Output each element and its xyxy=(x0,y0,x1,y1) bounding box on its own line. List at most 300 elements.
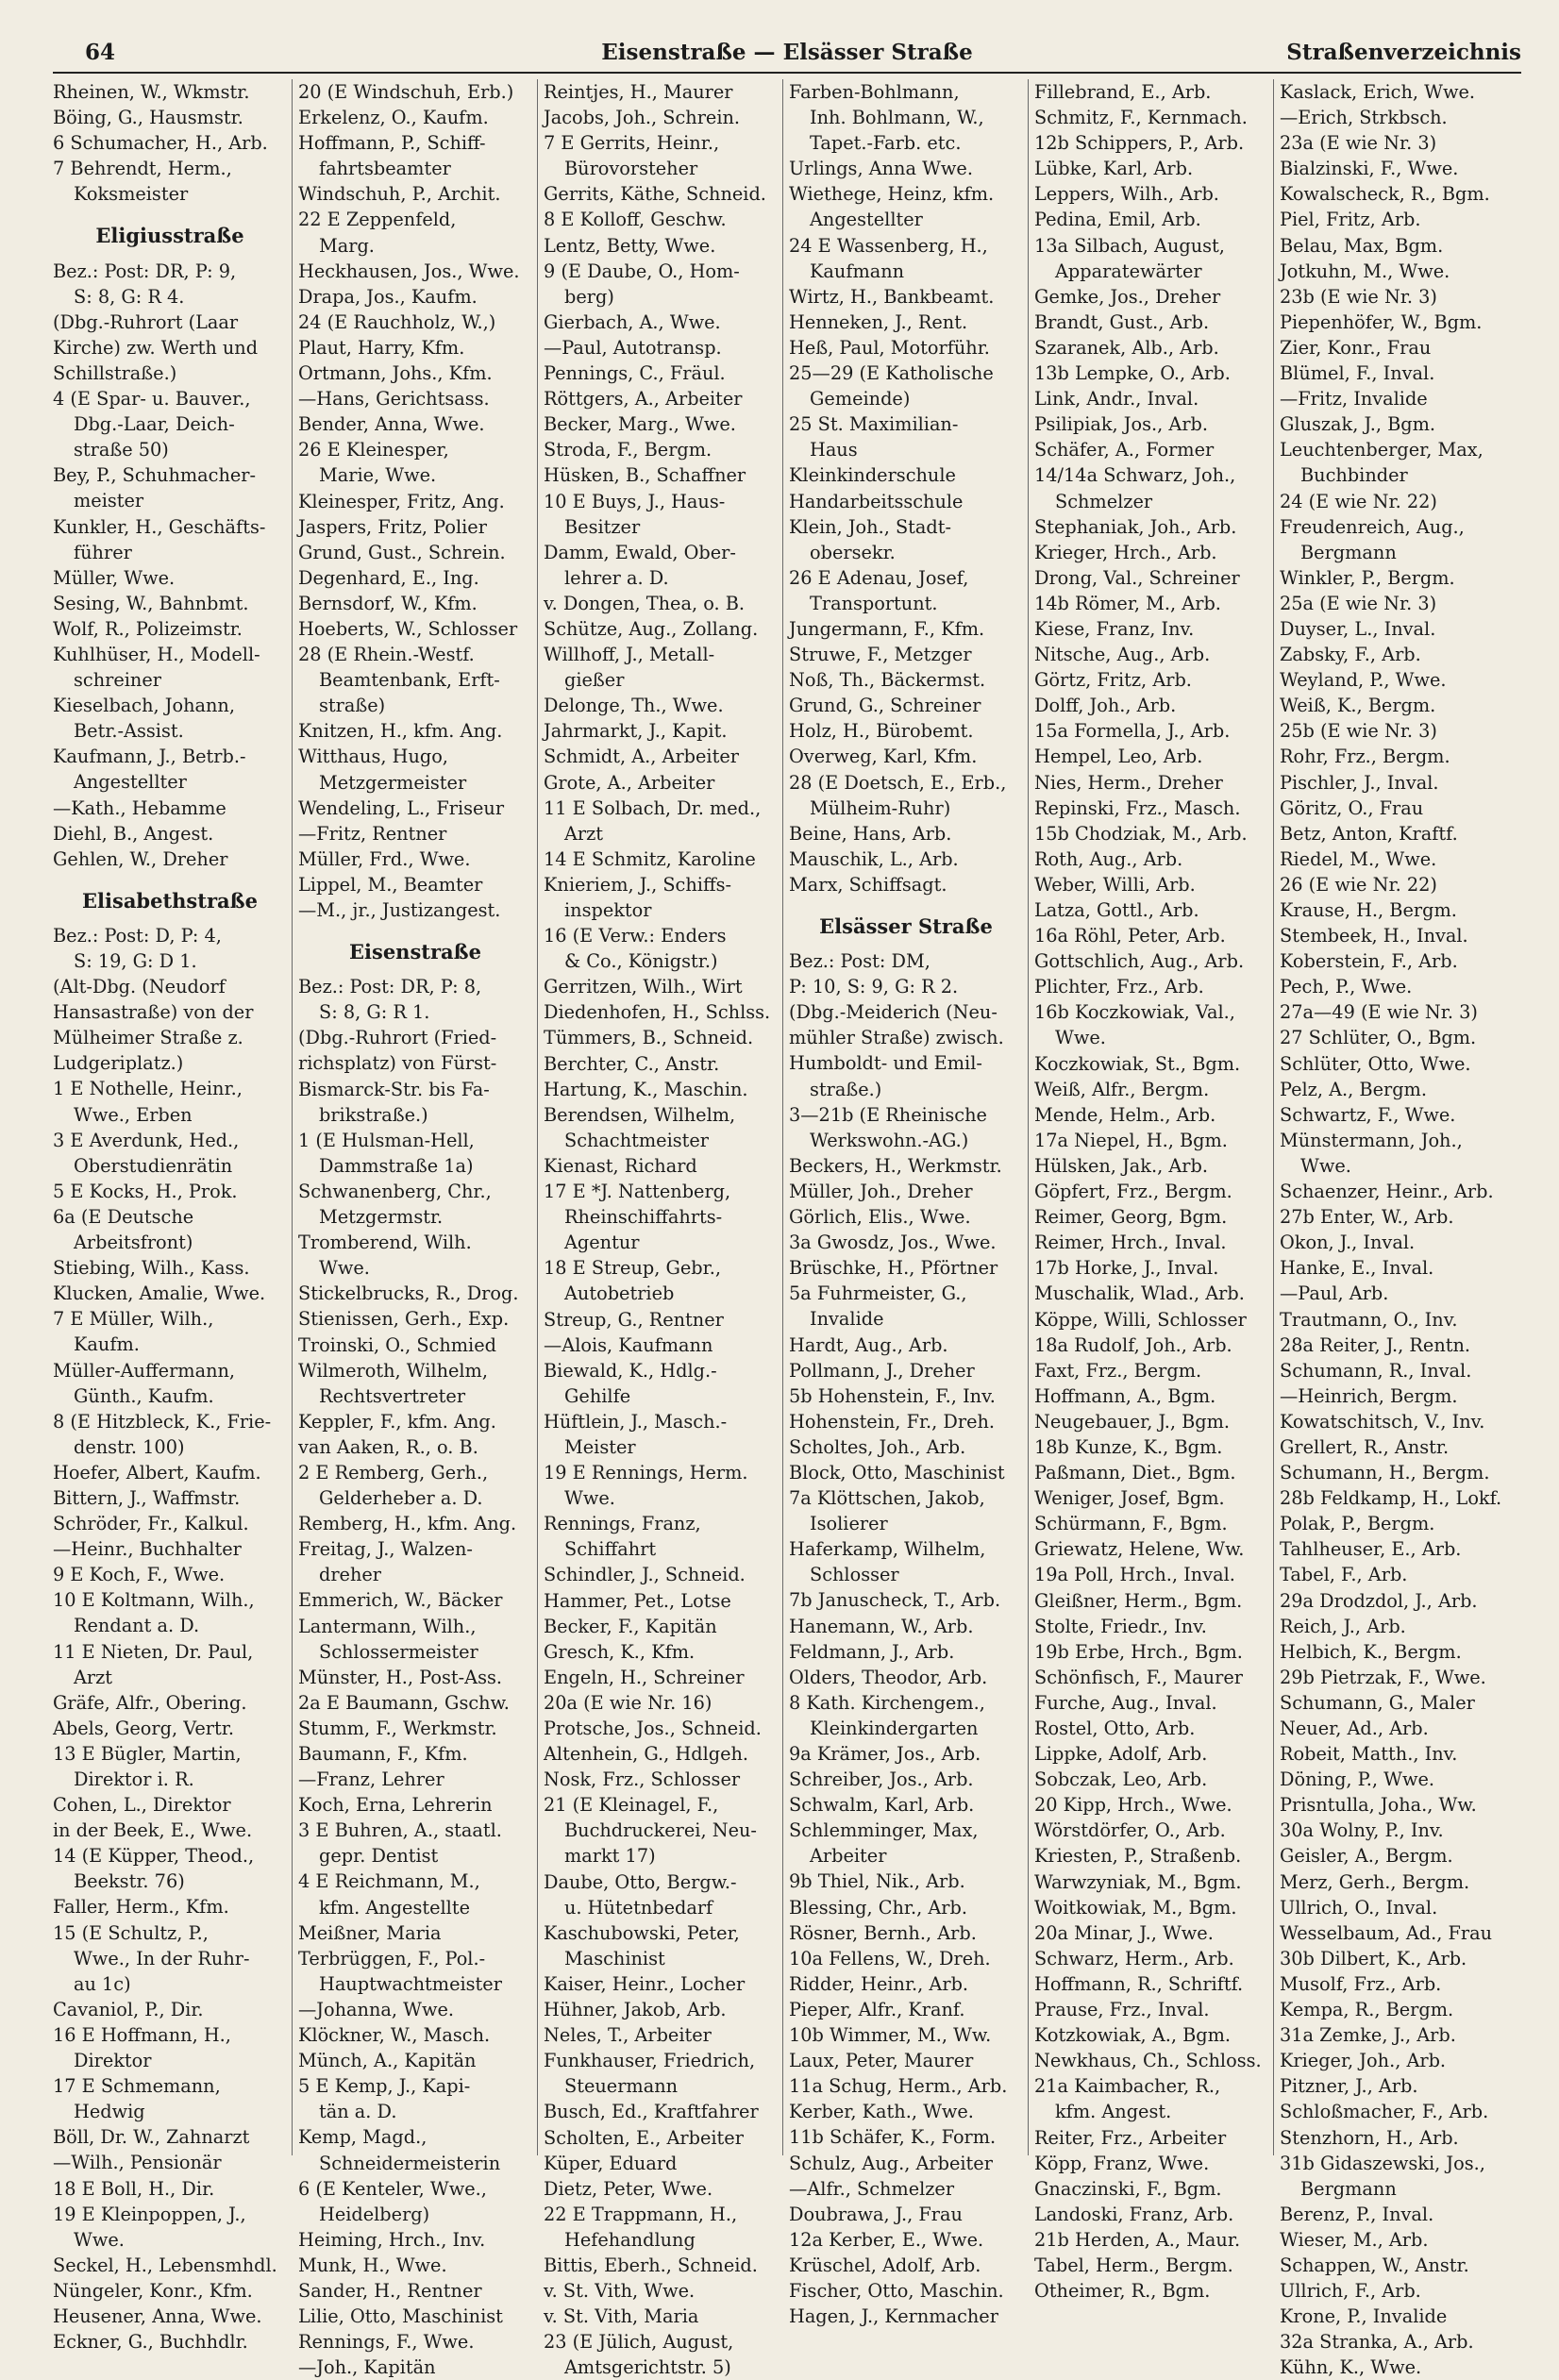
directory-entry: 6a (E Deutsche xyxy=(53,1205,194,1228)
directory-entry: Gehlen, W., Dreher xyxy=(53,847,228,870)
directory-entry: 31b Gidaszewski, Jos., xyxy=(1280,2152,1485,2174)
directory-entry: Urlings, Anna Wwe. xyxy=(789,158,973,180)
directory-entry: Winkler, P., Bergm. xyxy=(1280,566,1455,589)
directory-entry: Tabel, Herm., Bergm. xyxy=(1034,2254,1233,2276)
directory-entry: Kempa, R., Bergm. xyxy=(1280,1999,1454,2021)
directory-entry: Hammer, Pet., Lotse xyxy=(544,1589,731,1612)
directory-entry: Windschuh, P., Archit. xyxy=(298,183,501,206)
directory-entry: Gemke, Jos., Dreher xyxy=(1034,285,1221,308)
directory-entry: Wwe., In der Ruhr- xyxy=(74,1947,250,1969)
directory-entry: Gemeinde) xyxy=(810,388,911,411)
directory-entry: Cohen, L., Direktor xyxy=(53,1794,231,1817)
directory-entry: Psilipiak, Jos., Arb. xyxy=(1034,413,1209,436)
directory-entry: S: 8, G: R 1. xyxy=(319,1001,430,1024)
directory-entry: 9 (E Daube, O., Hom- xyxy=(544,260,740,282)
directory-entry: Degenhard, E., Ing. xyxy=(298,566,479,589)
directory-entry: Leppers, Wilh., Arb. xyxy=(1034,183,1219,206)
directory-entry: Link, Andr., Inval. xyxy=(1034,388,1199,411)
directory-entry: Schmidt, A., Arbeiter xyxy=(544,746,739,768)
directory-entry: —Wilh., Pensionär xyxy=(53,2152,222,2174)
directory-entry: —Alfr., Schmelzer xyxy=(789,2177,955,2200)
page-number: 64 xyxy=(85,40,116,65)
directory-entry: mühler Straße) zwisch. xyxy=(789,1027,1004,1049)
directory-entry: Scholtes, Joh., Arb. xyxy=(789,1435,966,1458)
directory-entry: v. Dongen, Thea, o. B. xyxy=(544,592,746,614)
directory-entry: Kemp, Magd., xyxy=(298,2126,427,2149)
directory-entry: Neugebauer, J., Bgm. xyxy=(1034,1410,1231,1433)
directory-entry: Wendeling, L., Friseur xyxy=(298,796,505,819)
directory-entry: Schlosser xyxy=(810,1564,899,1586)
directory-entry: (Dbg.-Meiderich (Neu- xyxy=(789,1001,997,1024)
directory-entry: Gehilfe xyxy=(564,1384,631,1407)
directory-entry: Schwanenberg, Chr., xyxy=(298,1180,492,1202)
directory-entry: Lilie, Otto, Maschinist xyxy=(298,2305,503,2328)
directory-entry: Hansastraße) von der xyxy=(53,1001,254,1024)
directory-entry: 20a Minar, J., Wwe. xyxy=(1034,1921,1214,1944)
directory-entry: 32a Stranka, A., Arb. xyxy=(1280,2331,1474,2354)
directory-entry: Kaufm. xyxy=(74,1333,140,1356)
directory-entry: Heiming, Hrch., Inv. xyxy=(298,2228,486,2251)
directory-entry: 27 Schlüter, O., Bgm. xyxy=(1280,1027,1477,1049)
directory-entry: Brandt, Gust., Arb. xyxy=(1034,310,1210,333)
directory-entry: 23 (E Jülich, August, xyxy=(544,2331,734,2354)
directory-entry: Pitzner, J., Arb. xyxy=(1280,2075,1418,2098)
directory-entry: Kunkler, H., Geschäfts- xyxy=(53,515,266,538)
directory-entry: Kienast, Richard xyxy=(544,1154,697,1177)
directory-entry: Dietz, Peter, Wwe. xyxy=(544,2177,713,2200)
directory-entry: Rechtsvertreter xyxy=(319,1384,466,1407)
directory-entry: Diedenhofen, H., Schlss. xyxy=(544,1001,771,1024)
directory-entry: Müller, Wwe. xyxy=(53,566,176,589)
directory-entry: Erkelenz, O., Kaufm. xyxy=(298,107,489,129)
directory-entry: Gerrits, Käthe, Schneid. xyxy=(544,183,766,206)
directory-entry: Funkhauser, Friedrich, xyxy=(544,2050,756,2072)
directory-entry: Rendant a. D. xyxy=(74,1615,200,1637)
directory-entry: Marx, Schiffsagt. xyxy=(789,873,947,896)
directory-entry: 16b Koczkowiak, Val., xyxy=(1034,1001,1235,1024)
directory-entry: Drong, Val., Schreiner xyxy=(1034,566,1240,589)
directory-entry: Bez.: Post: D, P: 4, xyxy=(53,924,222,947)
directory-entry: Meißner, Maria xyxy=(298,1921,442,1944)
directory-entry: Henneken, J., Rent. xyxy=(789,310,968,333)
directory-entry: 6 Schumacher, H., Arb. xyxy=(53,132,268,155)
directory-entry: Autobetrieb xyxy=(564,1282,675,1305)
directory-entry: Griewatz, Helene, Ww. xyxy=(1034,1538,1245,1561)
directory-entry: 25a (E wie Nr. 3) xyxy=(1280,592,1437,614)
directory-entry: Hüsken, B., Schaffner xyxy=(544,464,746,487)
directory-entry: Freitag, J., Walzen- xyxy=(298,1538,473,1561)
directory-entry: 31a Zemke, J., Arb. xyxy=(1280,2024,1456,2047)
directory-entry: Hühner, Jakob, Arb. xyxy=(544,1999,727,2021)
directory-entry: 19 E Rennings, Herm. xyxy=(544,1462,748,1484)
directory-entry: —Alois, Kaufmann xyxy=(544,1333,713,1356)
directory-entry: denstr. 100) xyxy=(74,1435,185,1458)
directory-entry: berg) xyxy=(564,285,614,308)
directory-entry: —Heinrich, Bergm. xyxy=(1280,1384,1458,1407)
directory-entry: Rennings, Franz, xyxy=(544,1513,701,1535)
directory-entry: Pollmann, J., Dreher xyxy=(789,1359,975,1382)
directory-entry: Reimer, Georg, Bgm. xyxy=(1034,1206,1228,1229)
directory-entry: 21b Herden, A., Maur. xyxy=(1034,2228,1241,2251)
directory-entry: Rösner, Bernh., Arb. xyxy=(789,1921,977,1944)
directory-entry: Paßmann, Diet., Bgm. xyxy=(1034,1462,1236,1484)
directory-column xyxy=(1274,79,1519,2379)
directory-entry: Marg. xyxy=(319,234,375,257)
directory-entry: Blümel, F., Inval. xyxy=(1280,362,1435,385)
directory-entry: Bialzinski, F., Wwe. xyxy=(1280,158,1459,180)
directory-entry: Bittis, Eberh., Schneid. xyxy=(544,2254,758,2276)
directory-entry: Kleinkindergarten xyxy=(810,1717,979,1739)
directory-entry: Koch, Erna, Lehrerin xyxy=(298,1794,493,1817)
directory-entry: Göpfert, Frz., Bergm. xyxy=(1034,1181,1232,1203)
street-heading: Eligiusstraße xyxy=(95,224,244,248)
directory-entry: —Kath., Hebamme xyxy=(53,796,226,819)
directory-entry: Bernsdorf, W., Kfm. xyxy=(298,592,478,614)
directory-entry: Schindler, J., Schneid. xyxy=(544,1564,746,1586)
directory-entry: Newkhaus, Ch., Schloss. xyxy=(1034,2050,1262,2072)
directory-column xyxy=(783,79,1029,2328)
directory-entry: Delonge, Th., Wwe. xyxy=(544,695,724,717)
directory-entry: Feldmann, J., Arb. xyxy=(789,1640,955,1663)
directory-entry: 19 E Kleinpoppen, J., xyxy=(53,2203,246,2225)
directory-entry: Arbeitsfront) xyxy=(74,1232,193,1254)
directory-entry: 17 E *J. Nattenberg, xyxy=(544,1181,731,1203)
directory-entry: Nies, Herm., Dreher xyxy=(1034,771,1223,794)
directory-entry: 16 (E Verw.: Enders xyxy=(544,925,727,947)
directory-entry: Prisntulla, Joha., Ww. xyxy=(1280,1794,1477,1817)
directory-entry: Stolte, Friedr., Inv. xyxy=(1034,1615,1207,1637)
directory-entry: Metzgermstr. xyxy=(319,1206,444,1229)
directory-entry: Direktor xyxy=(74,2050,152,2072)
directory-entry: Kiese, Franz, Inv. xyxy=(1034,617,1195,640)
directory-entry: & Co., Königstr.) xyxy=(564,950,718,973)
directory-entry: au 1c) xyxy=(74,1972,131,1995)
directory-entry: 3a Gwosdz, Jos., Wwe. xyxy=(789,1232,997,1254)
directory-entry: Agentur xyxy=(564,1232,640,1254)
directory-entry: v. St. Vith, Maria xyxy=(544,2305,699,2328)
directory-entry: Landoski, Franz, Arb. xyxy=(1034,2203,1234,2225)
directory-entry: Schappen, W., Anstr. xyxy=(1280,2254,1469,2276)
directory-entry: Keppler, F., kfm. Ang. xyxy=(298,1410,496,1433)
directory-entry: Hoffmann, P., Schiff- xyxy=(298,132,486,155)
directory-entry: Haferkamp, Wilhelm, xyxy=(789,1538,986,1561)
directory-entry: Drapa, Jos., Kaufm. xyxy=(298,285,478,308)
directory-entry: Arbeiter xyxy=(810,1845,887,1868)
directory-entry: —Fritz, Invalide xyxy=(1280,388,1428,411)
directory-entry: Hohenstein, Fr., Dreh. xyxy=(789,1410,996,1433)
directory-entry: tän a. D. xyxy=(319,2101,397,2123)
directory-entry: Gottschlich, Aug., Arb. xyxy=(1034,950,1245,973)
directory-entry: Schönfisch, F., Maurer xyxy=(1034,1666,1243,1688)
directory-entry: 7a Klöttschen, Jakob, xyxy=(789,1487,985,1510)
directory-entry: markt 17) xyxy=(564,1845,656,1868)
directory-entry: 13 E Bügler, Martin, xyxy=(53,1742,242,1765)
directory-entry: Koksmeister xyxy=(74,183,189,206)
directory-entry: Schütze, Aug., Zollang. xyxy=(544,617,759,640)
directory-entry: 10 E Koltmann, Wilh., xyxy=(53,1589,255,1612)
directory-entry: Berendsen, Wilhelm, xyxy=(544,1103,736,1126)
directory-entry: —Johanna, Wwe. xyxy=(298,1998,454,2020)
directory-entry: brikstraße.) xyxy=(319,1103,428,1126)
directory-entry: Schumann, G., Maler xyxy=(1280,1691,1475,1714)
directory-entry: 15a Formella, J., Arb. xyxy=(1034,720,1231,743)
directory-entry: v. St. Vith, Wwe. xyxy=(544,2280,696,2303)
directory-entry: Gluszak, J., Bgm. xyxy=(1280,413,1436,436)
directory-entry: Fischer, Otto, Maschin. xyxy=(789,2279,1004,2302)
directory-entry: Hempel, Leo, Arb. xyxy=(1034,746,1203,768)
directory-entry: Schröder, Fr., Kalkul. xyxy=(53,1513,249,1535)
directory-entry: Schloßmacher, F., Arb. xyxy=(1280,2101,1489,2123)
directory-entry: Bender, Anna, Wwe. xyxy=(298,413,485,436)
directory-entry: 3 E Averdunk, Hed., xyxy=(53,1129,240,1151)
directory-entry: Bez.: Post: DR, P: 8, xyxy=(298,976,482,998)
directory-entry: Marie, Wwe. xyxy=(319,464,437,487)
directory-entry: 18a Rudolf, Joh., Arb. xyxy=(1034,1333,1232,1356)
directory-entry: Plaut, Harry, Kfm. xyxy=(298,336,465,359)
directory-entry: Fillebrand, E., Arb. xyxy=(1034,81,1212,103)
directory-entry: Faxt, Frz., Bergm. xyxy=(1034,1359,1202,1382)
directory-entry: Jacobs, Joh., Schrein. xyxy=(544,107,741,129)
directory-entry: 18b Kunze, K., Bgm. xyxy=(1034,1435,1223,1458)
section-title: Straßenverzeichnis xyxy=(1286,40,1521,65)
directory-entry: Furche, Aug., Inval. xyxy=(1034,1691,1217,1714)
directory-entry: Mende, Helm., Arb. xyxy=(1034,1103,1216,1126)
directory-entry: Maschinist xyxy=(564,1947,665,1969)
directory-entry: Roth, Aug., Arb. xyxy=(1034,847,1183,870)
directory-entry: obersekr. xyxy=(810,541,896,563)
directory-entry: Wiethege, Heinz, kfm. xyxy=(789,183,995,206)
directory-entry: Angestellter xyxy=(74,771,187,794)
directory-entry: Kühn, K., Wwe. xyxy=(1280,2356,1422,2379)
directory-entry: Kerber, Kath., Wwe. xyxy=(789,2101,974,2123)
directory-entry: Jahrmarkt, J., Kapit. xyxy=(544,720,728,743)
directory-entry: 24 (E wie Nr. 22) xyxy=(1280,490,1437,512)
directory-entry: Bismarck-Str. bis Fa- xyxy=(298,1078,490,1100)
directory-entry: Noß, Th., Bäckermst. xyxy=(789,669,986,692)
directory-entry: Wwe. xyxy=(74,2228,125,2251)
directory-entry: Terbrüggen, F., Pol.- xyxy=(298,1947,486,1969)
directory-entry: 4 E Reichmann, M., xyxy=(298,1870,480,1893)
directory-entry: Humboldt- und Emil- xyxy=(789,1052,982,1075)
directory-entry: führer xyxy=(74,541,132,563)
directory-entry: Klöckner, W., Masch. xyxy=(298,2024,491,2047)
directory-entry: Wieser, M., Arb. xyxy=(1280,2228,1429,2251)
directory-entry: 25b (E wie Nr. 3) xyxy=(1280,720,1437,743)
directory-entry: 26 (E wie Nr. 22) xyxy=(1280,873,1437,896)
directory-entry: Betz, Anton, Kraftf. xyxy=(1280,822,1458,845)
directory-entry: 20 (E Windschuh, Erb.) xyxy=(298,81,514,103)
directory-entry: Heidelberg) xyxy=(319,2203,430,2225)
directory-entry: Tümmers, B., Schneid. xyxy=(544,1027,754,1049)
directory-entry: Faller, Herm., Kfm. xyxy=(53,1896,229,1919)
directory-entry: Olders, Theodor, Arb. xyxy=(789,1666,988,1688)
directory-columns xyxy=(47,79,1529,2379)
directory-entry: Heckhausen, Jos., Wwe. xyxy=(298,260,520,282)
directory-entry: Bez.: Post: DM, xyxy=(789,950,930,973)
directory-entry: Wesselbaum, Ad., Frau xyxy=(1280,1921,1492,1944)
directory-entry: Hüftlein, J., Masch.- xyxy=(544,1410,728,1433)
directory-entry: 9a Krämer, Jos., Arb. xyxy=(789,1743,981,1765)
directory-entry: Becker, F., Kapitän xyxy=(544,1615,717,1637)
directory-entry: Stiebing, Wilh., Kass. xyxy=(53,1257,250,1280)
directory-entry: dreher xyxy=(319,1564,382,1586)
directory-entry: Müller-Auffermann, xyxy=(53,1359,236,1382)
directory-entry: 15b Chodziak, M., Arb. xyxy=(1034,822,1248,845)
directory-entry: Münster, H., Post-Ass. xyxy=(298,1666,502,1688)
directory-entry: Belau, Max, Bgm. xyxy=(1280,234,1444,257)
directory-entry: 25—29 (E Katholische xyxy=(789,362,994,385)
directory-entry: Beamtenbank, Erft- xyxy=(319,669,500,692)
directory-entry: 27a—49 (E wie Nr. 3) xyxy=(1280,1001,1478,1024)
directory-entry: Gresch, K., Kfm. xyxy=(544,1640,696,1663)
directory-entry: —M., jr., Justizangest. xyxy=(298,899,501,921)
directory-entry: Reintjes, H., Maurer xyxy=(544,81,733,103)
directory-entry: Pedina, Emil, Arb. xyxy=(1034,209,1201,231)
directory-entry: 6 (E Kenteler, Wwe., xyxy=(298,2177,487,2200)
directory-entry: Hanemann, W., Arb. xyxy=(789,1615,974,1637)
directory-entry: Bittern, J., Waffmstr. xyxy=(53,1486,241,1509)
directory-entry: 8 Kath. Kirchengem., xyxy=(789,1691,985,1714)
directory-entry: —Hans, Gerichtsass. xyxy=(298,388,490,411)
directory-entry: Koberstein, F., Arb. xyxy=(1280,950,1458,973)
directory-entry: 10 E Buys, J., Haus- xyxy=(544,490,726,512)
directory-entry: fahrtsbeamter xyxy=(319,158,451,180)
directory-entry: S: 8, G: R 4. xyxy=(74,285,185,308)
directory-entry: Arzt xyxy=(74,1666,113,1688)
directory-entry: Woitkowiak, M., Bgm. xyxy=(1034,1896,1237,1919)
directory-entry: Weiß, K., Bergm. xyxy=(1280,695,1436,717)
directory-entry: Schmitz, F., Kernmach. xyxy=(1034,107,1248,129)
directory-entry: Stumm, F., Werkmstr. xyxy=(298,1717,497,1739)
directory-entry: Hanke, E., Inval. xyxy=(1280,1257,1434,1280)
directory-column xyxy=(1029,79,1274,2303)
directory-entry: —Franz, Lehrer xyxy=(298,1768,444,1791)
directory-entry: 14 E Schmitz, Karoline xyxy=(544,847,756,870)
directory-entry: 11a Schug, Herm., Arb. xyxy=(789,2075,1008,2098)
directory-entry: Damm, Ewald, Ober- xyxy=(544,541,736,563)
directory-entry: 5b Hohenstein, F., Inv. xyxy=(789,1384,996,1407)
directory-entry: Mülheim-Ruhr) xyxy=(810,796,951,819)
directory-entry: Wwe. xyxy=(319,1257,370,1280)
directory-entry: 18 E Boll, H., Dir. xyxy=(53,2177,215,2200)
directory-entry: Lippel, M., Beamter xyxy=(298,873,483,896)
directory-entry: —Paul, Autotransp. xyxy=(544,336,722,359)
directory-entry: 17a Niepel, H., Bgm. xyxy=(1034,1129,1228,1151)
directory-entry: 9b Thiel, Nik., Arb. xyxy=(789,1870,965,1893)
directory-entry: Beekstr. 76) xyxy=(74,1870,185,1893)
directory-entry: Kaschubowski, Peter, xyxy=(544,1921,740,1944)
directory-entry: Cavaniol, P., Dir. xyxy=(53,1998,204,2020)
directory-entry: 12a Kerber, E., Wwe. xyxy=(789,2228,984,2251)
directory-entry: Köppe, Willi, Schlosser xyxy=(1034,1308,1247,1331)
directory-entry: 7 E Gerrits, Heinr., xyxy=(544,132,720,155)
directory-entry: Wörstdörfer, O., Arb. xyxy=(1034,1819,1226,1842)
directory-entry: Stienissen, Gerh., Exp. xyxy=(298,1308,510,1331)
directory-entry: Müller, Joh., Dreher xyxy=(789,1180,973,1202)
directory-entry: Pieper, Alfr., Kranf. xyxy=(789,1998,965,2020)
directory-entry: Handarbeitsschule xyxy=(789,490,964,512)
directory-entry: 25 St. Maximilian- xyxy=(789,413,959,436)
directory-entry: 8 (E Hitzbleck, K., Frie- xyxy=(53,1410,272,1433)
directory-entry: Prause, Frz., Inval. xyxy=(1034,1999,1210,2021)
directory-entry: Gerritzen, Wilh., Wirt xyxy=(544,976,743,998)
directory-entry: Willhoff, J., Metall- xyxy=(544,644,715,666)
directory-entry: 10b Wimmer, M., Ww. xyxy=(789,2024,992,2047)
directory-entry: richsplatz) von Fürst- xyxy=(298,1052,497,1075)
directory-entry: Mauschik, L., Arb. xyxy=(789,847,959,870)
directory-entry: inspektor xyxy=(564,899,652,921)
directory-entry: Mülheimer Straße z. xyxy=(53,1027,243,1049)
directory-entry: Stickelbrucks, R., Drog. xyxy=(298,1282,519,1305)
directory-entry: Laux, Peter, Maurer xyxy=(789,2050,974,2072)
directory-entry: Grund, G., Schreiner xyxy=(789,695,981,717)
directory-entry: 5 E Kocks, H., Prok. xyxy=(53,1180,238,1202)
directory-entry: Dolff, Joh., Arb. xyxy=(1034,695,1177,717)
directory-entry: Gräfe, Alfr., Obering. xyxy=(53,1691,247,1714)
directory-entry: 19b Erbe, Hrch., Bgm. xyxy=(1034,1640,1243,1663)
directory-entry: Hoffmann, A., Bgm. xyxy=(1034,1384,1216,1407)
directory-entry: Nitsche, Aug., Arb. xyxy=(1034,644,1211,666)
directory-entry: Kuhlhüser, H., Modell- xyxy=(53,643,260,665)
directory-entry: —Heinr., Buchhalter xyxy=(53,1538,242,1561)
directory-entry: Seckel, H., Lebensmhdl. xyxy=(53,2254,277,2276)
directory-entry: lehrer a. D. xyxy=(564,566,669,589)
directory-entry: 11 E Solbach, Dr. med., xyxy=(544,796,762,819)
directory-entry: Hedwig xyxy=(74,2101,145,2123)
directory-entry: Klucken, Amalie, Wwe. xyxy=(53,1282,266,1305)
directory-entry: 3—21b (E Rheinische xyxy=(789,1103,987,1126)
directory-entry: Block, Otto, Maschinist xyxy=(789,1461,1005,1483)
directory-entry: Stephaniak, Joh., Arb. xyxy=(1034,515,1237,538)
directory-entry: 11b Schäfer, K., Form. xyxy=(789,2126,997,2149)
directory-entry: Weyland, P., Wwe. xyxy=(1280,669,1447,692)
directory-entry: Tromberend, Wilh. xyxy=(298,1232,472,1254)
directory-entry: Wilmeroth, Wilhelm, xyxy=(298,1359,488,1382)
directory-entry: Struwe, F., Metzger xyxy=(789,644,972,666)
page-header xyxy=(53,34,1521,74)
directory-entry: Göritz, O., Frau xyxy=(1280,796,1424,819)
directory-entry: Wwe., Erben xyxy=(74,1103,193,1126)
directory-entry: Duyser, L., Inval. xyxy=(1280,617,1436,640)
directory-entry: Sesing, W., Bahnbmt. xyxy=(53,592,249,614)
directory-entry: Hartung, K., Maschin. xyxy=(544,1078,748,1100)
directory-entry: gießer xyxy=(564,669,625,692)
directory-entry: Biewald, K., Hdlg.- xyxy=(544,1359,717,1382)
directory-entry: Gelderheber a. D. xyxy=(319,1487,483,1510)
directory-entry: 16a Röhl, Peter, Arb. xyxy=(1034,925,1226,947)
directory-entry: Schmelzer xyxy=(1055,490,1153,512)
directory-entry: 28a Reiter, J., Rentn. xyxy=(1280,1333,1471,1356)
directory-entry: Hauptwachtmeister xyxy=(319,1972,502,1995)
directory-entry: Kaufmann, J., Betrb.- xyxy=(53,746,246,768)
directory-entry: Weber, Willi, Arb. xyxy=(1034,873,1196,896)
directory-entry: 20 Kipp, Hrch., Wwe. xyxy=(1034,1794,1232,1817)
directory-entry: Lentz, Betty, Wwe. xyxy=(544,234,716,257)
directory-entry: Munk, H., Wwe. xyxy=(298,2254,447,2276)
directory-entry: Bergmann xyxy=(1300,2177,1397,2200)
directory-entry: Piel, Fritz, Arb. xyxy=(1280,209,1421,231)
directory-entry: Weiß, Alfr., Bergm. xyxy=(1034,1078,1210,1100)
directory-entry: 16 E Hoffmann, H., xyxy=(53,2023,231,2046)
directory-entry: Protsche, Jos., Schneid. xyxy=(544,1718,762,1739)
directory-entry: Tahlheuser, E., Arb. xyxy=(1280,1538,1462,1561)
directory-entry: kfm. Angestellte xyxy=(319,1896,471,1919)
directory-entry: 11 E Nieten, Dr. Paul, xyxy=(53,1640,254,1663)
directory-entry: Lippke, Adolf, Arb. xyxy=(1034,1743,1208,1766)
directory-entry: Schwalm, Karl, Arb. xyxy=(789,1794,975,1817)
directory-entry: Metzgermeister xyxy=(319,771,467,794)
directory-entry: Direktor i. R. xyxy=(74,1768,194,1790)
